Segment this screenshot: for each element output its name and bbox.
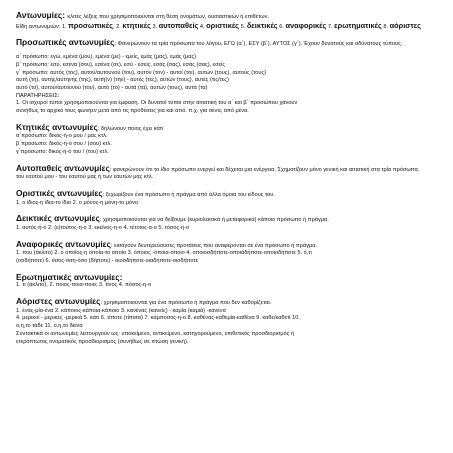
section-personal	[16, 37, 439, 115]
section-relative	[16, 239, 439, 266]
section-indefinite	[16, 296, 439, 346]
body-line: 4. μερικοί - μερικές -μερικά 5. κάτι 6. τίποτε (τίποτα) 7. κάμποσος-η-ο 8. καθένας-καθεμία-καθένα 9. καθε/καθετί 10.	[16, 315, 300, 322]
section-heading-rest: : ξεχωρίζουν ένα πρόσωπο ή πράγμα από άλλα όμοια του είδους του.	[102, 191, 275, 198]
section-heading-rest: : Φανερώνουν τα τρία πρόσωπα του λόγου, ΕΓΩ (α΄), ΕΣΥ (β΄), ΑΥΤΟΣ (γ΄). Έχουν δυνατούς και αδύνατους τύπους.	[114, 41, 403, 48]
body-line: 1. ένας-μία-ένα 2. κάποιος-κάποια-κάποιο 3. κανένας (κανείς) - καμία (καμιά) -κανένα	[16, 307, 226, 314]
section-heading: Αόριστες αντωνυμίες	[16, 296, 101, 307]
type-sep: 3.	[150, 23, 158, 30]
section-heading: Προσωπικές αντωνυμίες	[16, 37, 115, 48]
section-reflexive	[16, 163, 439, 182]
type-sep: 6.	[277, 23, 284, 30]
section-heading-rest: : χρησιμοποιούνται για ένα πρόσωπο ή πράγμα που δεν καθορίζεται.	[100, 300, 272, 307]
body-line: 1. Οι ισχυροί τύποι χρησιμοποιούνται για έμφαση. Οι δυνατοί τύποι στην αιτιατική του α΄ και β΄ προσώπου χάνουν	[16, 100, 298, 107]
body-line: αυτό (το), αυτού/αυτουνού (του), αυτό (το) - αυτά (τα), αυτών (τους), αυτά (τα)	[16, 84, 208, 91]
section-possessive	[16, 122, 439, 157]
body-line: 1. αυτός-ή-ό 2. (ε)τούτος-η-ο 3. εκείνος-η-ο 4. τέτοιος-α-ο 5. τόσος-η-ο	[16, 225, 190, 232]
type-label: δεικτικές	[246, 20, 278, 30]
section-interrogative	[16, 272, 439, 290]
section-heading-rest: κλιτές λέξεις που χρησιμοποιούνται στη θέση ονομάτων, ουσιαστικών ή επιθέτων.	[67, 14, 270, 20]
body-line: (οτιδήποτε) 6. όσος-όση-όσο (δήποτε) - οιοσδήποτε-οιαδήποτε-οιοδήποτε	[16, 258, 199, 265]
section-pronouns-intro	[16, 10, 439, 31]
type-sep: 8.	[381, 23, 389, 30]
section-definitive	[16, 188, 439, 207]
type-label: αναφορικές	[285, 20, 327, 30]
type-label: αυτοπαθείς	[158, 20, 199, 30]
body-line: β΄ πρόσωπο: εσύ, εσένα (σου), εσένα (σε), εσύ - εσείς, εσάς (σας), εσάς (σας), εσείς	[16, 61, 226, 68]
section-heading: Αντωνυμίες:	[16, 10, 66, 20]
section-heading-rest: : φανερώνουν ότι το ίδιο πρόσωπο ενεργεί και δέχεται μια ενέργεια. Σχηματίζουν μόνο γενική και αιτιατική στα τρία πρόσωπα.	[109, 166, 420, 173]
section-heading-rest: : χρησιμοποιούνται για να δείξουμε (κυριολεκτικά ή μεταφορικά) κάποιο πρόσωπο ή πράγμα.	[99, 217, 329, 224]
type-sep: , 2.	[112, 23, 121, 30]
body-line: α΄πρόσωπο: δικός-ή-ο μου / μας κτλ.	[16, 133, 108, 140]
type-sep: 4.	[198, 23, 205, 30]
body-line: του εαυτού μου - του εαυτού μας ή των εαυτών μας κτλ.	[16, 174, 154, 181]
body-line: 1. που (άκλιτο) 2. ο οποίος-η οποία-το οποίο 3. όποιος -όποια-όποιο 4. οποιοσδήποτε-οποιαδήποτε-οποιοδήποτε 5. ό,τι	[16, 250, 312, 257]
section-heading: Κτητικές αντωνυμίες	[16, 121, 98, 132]
body-line: αυτή (τη), αυτής/αυτηνής (της), αυτή(ν) (την) - αυτές (τες), αυτών (τους), αυτές (τις/τες)	[16, 77, 229, 84]
type-label: κτητικές	[122, 20, 151, 30]
type-label: αόριστες	[389, 20, 422, 30]
section-heading: Ερωτηματικές αντωνυμίες:	[16, 271, 123, 282]
pronoun-types-list	[16, 22, 439, 32]
section-heading: Δεικτικές αντωνυμίες	[16, 213, 100, 224]
body-line: συνήθως το αρχικό τους φωνήεν μετά από τις προθέσεις για και από. π.χ. για σένα, από μένα.	[16, 108, 249, 115]
type-sep: 7.	[326, 23, 333, 30]
type-sep: 5.	[239, 23, 246, 30]
section-heading: Αναφορικές αντωνυμίες	[16, 238, 111, 249]
section-demonstrative	[16, 213, 439, 232]
body-line: γ΄πρόσωπο: δικός-ή-ό του / (του) κτλ.	[16, 148, 109, 155]
section-heading: Αυτοπαθείς αντωνυμίες	[16, 162, 110, 173]
body-line: γ΄ πρόσωπο: αυτός (τος), αυτού/αυτουνού (του), αυτόν (τον) - αυτοί (τοι), αυτών (τους), αυτούς (τους)	[16, 69, 267, 76]
section-heading-rest: : δηλώνουν ποιος έχει κάτι	[97, 125, 164, 132]
section-heading-rest: : εισάγουν δευτερεύουσες προτάσεις που αναφέρονται σε ένα πρόσωπο ή πράγμα.	[111, 242, 318, 249]
body-line: ετερόπτωτος ονοματικός προσδιορισμός (συνήθως σε πτώση γενική).	[16, 338, 189, 345]
section-heading: Οριστικές αντωνυμίες	[16, 187, 103, 198]
body-line: ΠΑΡΑΤΗΡΗΣΕΙΣ:	[16, 92, 60, 99]
type-label: ερωτηματικές	[334, 20, 382, 30]
body-line: 1. ο ίδιος-η ίδια-το ίδιο 2. ο μόνος-η μόνη-το μόνο	[16, 199, 139, 206]
body-line: Συντακτικά οι αντωνυμίες λειτουργούν ως: υποκείμενο, αντικείμενο, κατηγορούμενο, επιθετικός προσδιορισμός ή	[16, 330, 295, 337]
body-line: ο,η,το τάδε 11. ο,η,το δείνα	[16, 323, 83, 330]
types-intro: Είδη αντωνυμιών: 1.	[16, 23, 67, 30]
type-label: οριστικές	[206, 20, 240, 30]
type-label: προσωπικές	[68, 20, 113, 30]
body-line: 1. τι (άκλιτο), 2. ποιος-ποια-ποιο; 3. τίνος 4. πόσος-η-ο	[16, 282, 152, 289]
body-line: α΄ πρόσωπο: εγώ, εμένα (μου), εμένα (με) - εμείς, εμάς (μας), εμάς (μας)	[16, 54, 197, 61]
body-line: β΄πρόσωπο: δικός-ή-ό σου / (σου) κτλ.	[16, 141, 112, 148]
